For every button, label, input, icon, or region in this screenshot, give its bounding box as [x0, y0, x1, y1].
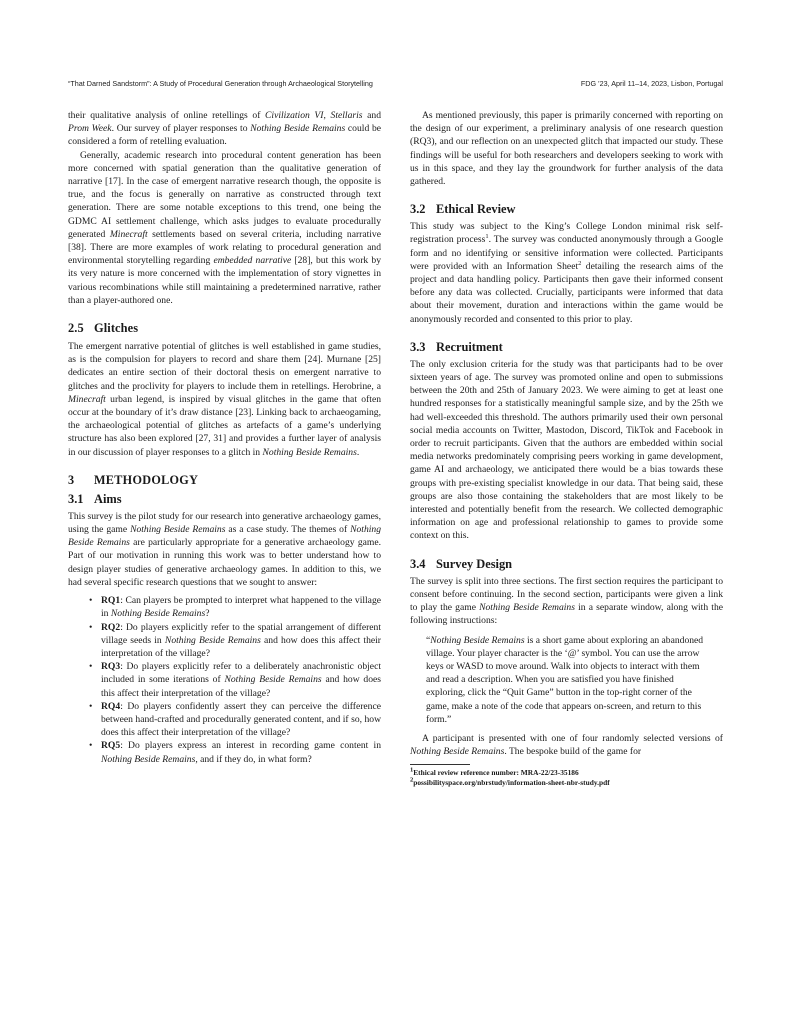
section-heading-survey-design: 3.4 Survey Design — [410, 556, 513, 571]
paragraph: their qualitative analysis of online retellings of Civilization VI, Stellaris and Prom Week. Our survey of player responses to Nothing Beside Remains could be considered a form of retelling evaluation. — [68, 110, 382, 148]
paragraph: The emergent narrative potential of glitches is well established in game studies, as is the compulsion for players to record and share them [24]. Murnane [25] dedicates an entire section of their doctoral thesis on emergent narrative to glitches and the proclivity for players to include them in retellings. Herobrine, a Minecraft urban legend, is inspired by visual glitches in the game that often occur at the boundary of it’s draw distance [23]. Linking back to archaeogaming, the archaeological potential of glitches as artefacts of a game’s underlying structure has also been explored [27, 31] and provides a further layer of analysis in our discussion of player responses to a glitch in Nothing Beside Remains. — [68, 341, 381, 458]
running-header — [68, 79, 723, 91]
list-item: • RQ3: Do players explicitly refer to a deliberately anachronistic object included in some iterations of Nothing Beside Remains and how does this affect their interpretation of the village? — [89, 661, 382, 699]
research-questions-list — [68, 594, 381, 766]
list-item: • RQ2: Do players explicitly refer to the spatial arrangement of different village seeds in Nothing Beside Remains and how does this affect their interpretation of the village? — [89, 621, 382, 659]
paragraph: The survey is split into three sections. The first section requires the participant to consent before continuing. In the second section, participants were given a link to play the game Nothing Beside Remains in a separate window, along with the following instructions: — [410, 575, 723, 627]
right-column — [410, 109, 723, 788]
header-venue: FDG ’23, April 11–14, 2023, Lisbon, Portugal — [580, 79, 723, 88]
list-item: • RQ4: Do players confidently assert they can perceive the difference between hand-crafted and procedurally generated content, and if so, how does this affect their interpretation of the village? — [89, 700, 381, 739]
paragraph: This study was subject to the King’s College London minimal risk self-registration process$^1$. The survey was conducted anonymously through a Google form and no identifying or sensitive information were collected. Participants were provided with an Information Sheet$^2$ detailing the research aims of the project and data handling policy. Participants then gave their informed consent before any data was collected. Crucially, participants were informed that data about their movement, duration and interactions within the game would be anonymously recorded and consented to this prior to play. — [410, 221, 724, 325]
section-heading-recruitment: 3.3 Recruitment — [410, 339, 503, 354]
section-heading-methodology: 3 METHODOLOGY — [68, 472, 199, 487]
footnote-1: $^1$Ethical review reference number: MRA-22/23-35186 — [410, 766, 579, 778]
footnote-2: $^2$possibilityspace.org/nbrstudy/information-sheet-nbr-study.pdf — [410, 776, 610, 788]
instructions-quote: “Nothing Beside Remains is a short game about exploring an abandoned village. Your player character is the ‘@’ symbol. You can use the arrow keys or WASD to move around. Walk into objects to interact with them and read a description. When you are satisfied you have finished exploring, click the “Quit Game” button in the top-right corner of the game, make a note of the code that appears on-screen, and return to this form.” — [426, 634, 704, 725]
paragraph: The only exclusion criteria for the study was that participants had to be over sixteen years of age. The survey was promoted online and open to submissions between the 20th and 25th of January 2023. We were aiming to get at least one hundred responses for a statistically meaningful sample size, and by the 25th we had well-exceeded this threshold. The authors primarily used their own personal social media accounts on Twitter, Mastodon, Discord, TikTok and Facebook in order to recruit participants. Given that the authors are embedded within social media networks predominately comprising peers working in game development, game AI and archaeology, we anticipated there would be a bias towards these groups with pre-existing specialist knowledge in our data. That being said, these groups are also those containing the stakeholders that are most likely to be interested and potentially benefit from the research. We collected demographic information on age and professional relationship to games to provide some context on this. — [410, 358, 723, 542]
list-item: • RQ1: Can players be prompted to interpret what happened to the village in Nothing Beside Remains? — [89, 595, 381, 620]
paragraph: As mentioned previously, this paper is primarily concerned with reporting on the design of our experiment, a preliminary analysis of one research question (RQ3), and our reflection on an unexpected glitch that impacted our study. These findings will be useful for both researchers and developers seeking to work with us in this space, and they lay the groundwork for further analysis of the data gathered. — [410, 110, 723, 188]
section-heading-ethical-review: 3.2 Ethical Review — [410, 202, 516, 217]
paragraph: This survey is the pilot study for our research into generative archaeology games, using the game Nothing Beside Remains as a case study. The themes of Nothing Beside Remains are particularly appropriate for a generative archaeology game. Part of our motivation in running this work was to better understand how to design player studies of generative archaeology games. In addition to this, we had several specific research questions that we sought to answer: — [68, 510, 382, 588]
section-heading-glitches: 2.5 Glitches — [68, 321, 139, 336]
paragraph: Generally, academic research into procedural content generation has been more concerned with spatial generation than the qualitative generation of narrative [17]. In the case of emergent narrative research though, the opposite is true, and the focus is generally on narrative as constructed through text generation. There are some notable exceptions to this trend, one being the GDMC AI settlement challenge, which asks judges to evaluate procedurally generated Minecraft settlements based on several criteria, including narrative [38]. There are more examples of work relating to procedural generation and environmental storytelling regarding embedded narrative [28], but this work by its very nature is more concerned with the implementation of story vignettes in various recombinations while still maintaining a predetermined narrative, rather than a player-authored one. — [68, 149, 381, 306]
left-column — [68, 109, 381, 766]
paragraph: A participant is presented with one of four randomly selected versions of Nothing Beside Remains. The bespoke build of the game for — [410, 732, 723, 758]
list-item: • RQ5: Do players express an interest in recording game content in Nothing Beside Remains, and if they do, in what form? — [89, 740, 381, 765]
header-title: “That Darned Sandstorm”: A Study of Procedural Generation through Archaeological Storytelling — [68, 79, 373, 88]
footnote-divider — [410, 764, 470, 765]
section-heading-aims: 3.1 Aims — [68, 491, 122, 506]
